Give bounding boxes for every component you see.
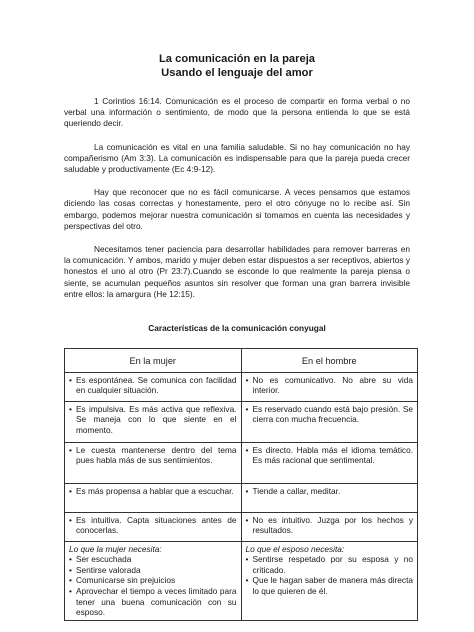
cell-man-3: • Es directo. Habla más el idioma temático. Es más racional que sentimental. [246,445,414,466]
characteristics-table [64,348,418,621]
table-row-needs [65,541,418,620]
header-man: En el hombre [241,349,418,373]
man-need-item: • Sentirse respetado por su esposa y no criticado. [246,554,414,575]
cell-man-1: • No es comunicativo. No abre su vida interior. [246,375,414,396]
man-need-item: • Que le hagan saber de manera más directa lo que quieren de él. [246,575,414,596]
cell-man-5: • No es intuitivo. Juzga por los hechos y resultados. [246,515,414,536]
document-subtitle: Usando el lenguaje del amor [161,67,313,79]
table-row [65,372,418,401]
cell-woman-3: • Le cuesta mantenerse dentro del tema pues habla más de sus sentimientos. [69,445,237,466]
header-woman: En la mujer [65,349,242,373]
table-row [65,483,418,512]
cell-man-4: • Tiende a callar, meditar. [246,486,414,497]
woman-need-item: • Comunicarse sin prejuicios [69,575,237,586]
table-row [65,401,418,442]
paragraph-2: La comunicación es vital en una familia saludable. Si no hay comunicación no hay compañerismo (Am 3:3). La comunicación es indispensable para que la pareja pueda crecer saludable y productivamente (Ec 4:9-12). [64,141,410,175]
document-title: La comunicación en la pareja [158,53,316,65]
paragraph-1: 1 Corintios 16:14. Comunicación es el proceso de compartir en forma verbal o no verbal una información o sentimiento, de modo que la persona entienda lo que se está queriendo decir. [64,96,410,129]
table-row [65,442,418,483]
table-row [65,512,418,541]
paragraph-4: Necesitamos tener paciencia para desarrollar habilidades para remover barreras en la comunicación. Y ambos, marido y mujer deben estar dispuestos a ser receptivos, abiertos y honestos el uno al otro (Pr 23:7).Cuando se esconde lo que realmente la pareja piensa o siente, se acumulan pequeños asuntos sin resolver que forman una gran barrera invisible entre ellos: la amargura (He 12:15). [64,244,410,299]
cell-woman-1: • Es espontánea. Se comunica con facilidad en cualquier situación. [69,375,237,396]
cell-woman-5: • Es intuitiva. Capta situaciones antes de conocerlas. [69,515,237,536]
man-needs-title: Lo que el esposo necesita: [245,543,345,554]
cell-man-2: • Es reservado cuando está bajo presión. Se cierra con mucha frecuencia. [246,404,414,425]
woman-needs-title: Lo que la mujer necesita: [69,543,162,554]
table-title: Características de la comunicación conyugal [148,323,326,334]
woman-need-item: • Ser escuchada [69,554,237,565]
paragraph-3: Hay que reconocer que no es fácil comunicarse. A veces pensamos que estamos diciendo las cosas correctas y honestamente, pero el otro cónyuge no lo recibe así. Sin embargo, podemos mejorar nuestra comunicación si tomamos en cuenta las necesidades y perspectivas del otro. [64,187,410,231]
woman-need-item: • Aprovechar el tiempo a veces limitado para tener una buena comunicación con su esposo. [69,586,237,618]
woman-need-item: • Sentirse valorada [69,565,237,576]
cell-woman-4: • Es más propensa a hablar que a escuchar. [69,486,237,497]
cell-woman-2: • Es impulsiva. Es más activa que reflexiva. Se maneja con lo que siente en el momento. [69,404,237,436]
